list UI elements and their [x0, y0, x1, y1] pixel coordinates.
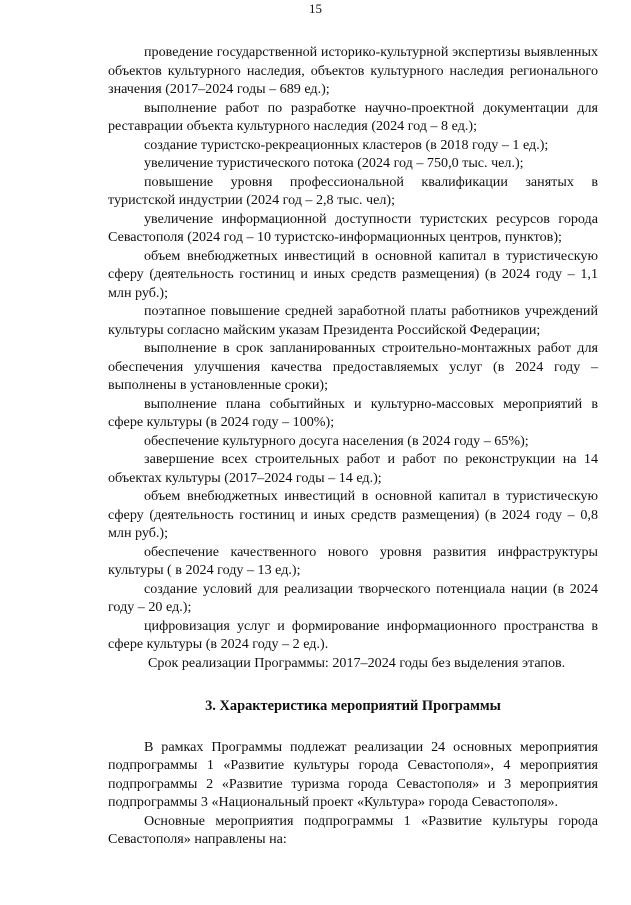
list-item: объем внебюджетных инвестиций в основной капитал в туристическую сферу (деятельность гостиниц и иных средств размещения) (в 2024 году – 0,8 млн руб.);: [108, 488, 598, 541]
page-number: 15: [309, 1, 322, 16]
list-item: увеличение туристического потока (2024 год – 750,0 тыс. чел.);: [144, 155, 524, 171]
list-item: завершение всех строительных работ и работ по реконструкции на 14 объектах культуры (2017–2024 годы – 14 ед.);: [108, 451, 598, 486]
section-paragraph: Основные мероприятия подпрограммы 1 «Развитие культуры города Севастополя» направлены на:: [108, 812, 598, 847]
list-item: создание условий для реализации творческого потенциала нации (в 2024 году – 20 ед.);: [108, 580, 598, 615]
list-item: поэтапное повышение средней заработной платы работников учреждений культуры согласно майским указам Президента Российской Федерации;: [108, 303, 598, 338]
list-item: выполнение в срок запланированных строительно-монтажных работ для обеспечения улучшения качества предоставляемых услуг (в 2024 году – выполнены в установленные сроки);: [108, 340, 598, 393]
section-paragraph: В рамках Программы подлежат реализации 24 основных мероприятия подпрограммы 1 «Развитие культуры города Севастополя», 4 мероприятия подпрограммы 2 «Развитие туризма города Севастополя» и 3 мероприятия подпрограммы 3 «Национальный проект «Культура» города Севастополя».: [108, 738, 598, 810]
list-item: обеспечение качественного нового уровня развития инфраструктуры культуры ( в 2024 году – 13 ед.);: [108, 543, 598, 578]
list-item: проведение государственной историко-культурной экспертизы выявленных объектов культурного наследия, объектов культурного наследия регионального значения (2017–2024 годы – 689 ед.);: [108, 44, 598, 97]
list-item: обеспечение культурного досуга населения (в 2024 году – 65%);: [144, 432, 529, 449]
document-body: [108, 43, 598, 849]
list-item: выполнение плана событийных и культурно-массовых мероприятий в сфере культуры (в 2024 году – 100%);: [108, 395, 598, 430]
list-item: повышение уровня профессиональной квалификации занятых в туристской индустрии (2024 год – 2,8 тыс. чел);: [108, 173, 598, 208]
list-item: объем внебюджетных инвестиций в основной капитал в туристическую сферу (деятельность гостиниц и иных средств размещения) (в 2024 году – 1,1 млн руб.);: [108, 247, 598, 301]
program-term: Срок реализации Программы: 2017–2024 годы без выделения этапов.: [148, 654, 566, 671]
section-heading: 3. Характеристика мероприятий Программы: [205, 698, 501, 714]
list-item: выполнение работ по разработке научно-проектной документации для реставрации объекта культурного наследия (2024 год – 8 ед.);: [108, 99, 598, 134]
list-item: создание туристско-рекреационных кластеров (в 2018 году – 1 ед.);: [144, 136, 549, 153]
list-item: увеличение информационной доступности туристских ресурсов города Севастополя (2024 год – 10 туристско-информационных центров, пунктов);: [108, 210, 598, 245]
list-item: цифровизация услуг и формирование информационного пространства в сфере культуры (в 2024 году – 2 ед.).: [108, 617, 598, 652]
